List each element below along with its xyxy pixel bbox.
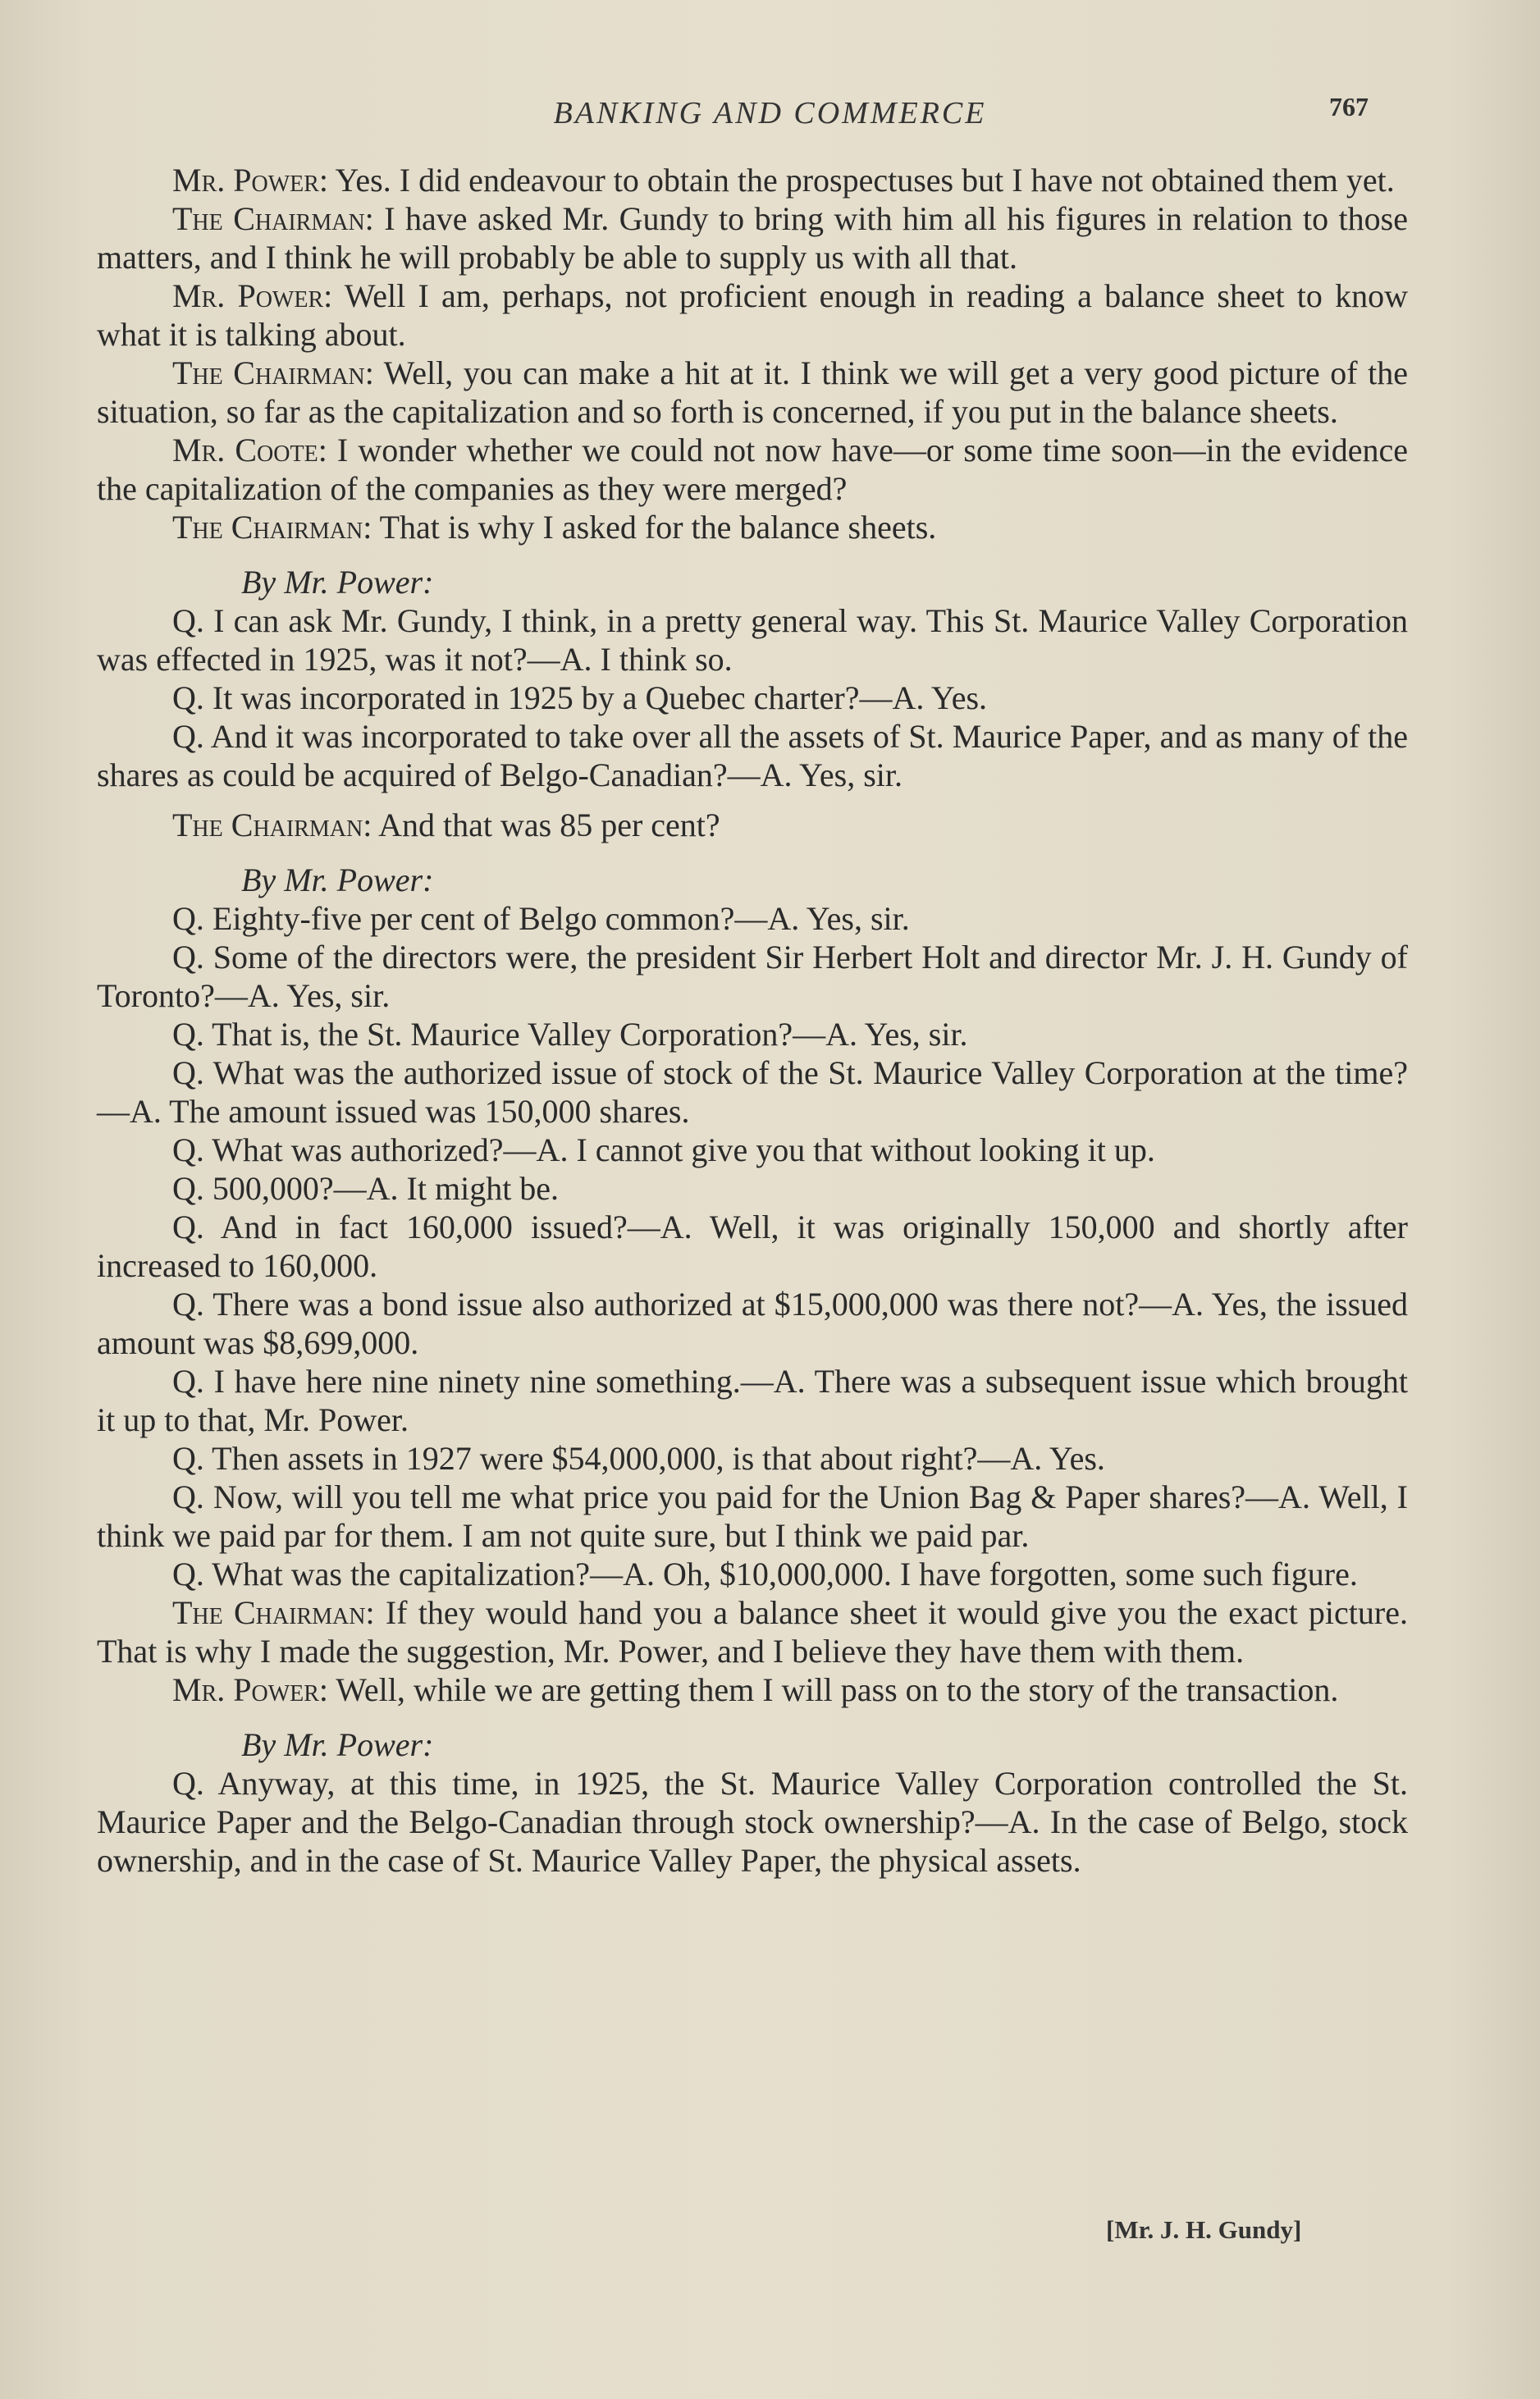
qa-paragraph: Q. Now, will you tell me what price you paid for the Union Bag & Paper shares?—A. Well, I think we paid par for them. I am not quite sure, but I think we paid par. (97, 1478, 1408, 1554)
speech-text: That is why I asked for the balance sheets. (372, 509, 937, 546)
speech-text: If they would hand you a balance sheet it would give you the exact picture. That is why I made the suggestion, Mr. Power, and I believe they have them with them. (97, 1594, 1408, 1670)
examiner-byline: By Mr. Power: (241, 564, 434, 601)
witness-footer: [Mr. J. H. Gundy] (1106, 2215, 1302, 2244)
speaker-name: The Chairman: (172, 354, 374, 391)
speaker-name: Mr. Power: (172, 277, 333, 314)
examiner-byline: By Mr. Power: (241, 1726, 434, 1763)
speech-paragraph (97, 1670, 1408, 1709)
qa-paragraph: Q. Eighty-five per cent of Belgo common?—A. Yes, sir. (172, 900, 910, 937)
page-body (97, 161, 1408, 1880)
speech-text: Well, while we are getting them I will pass on to the story of the transaction. (328, 1671, 1339, 1708)
qa-paragraph: Q. And it was incorporated to take over all the assets of St. Maurice Paper, and as many of the shares as could be acquired of Belgo-Canadian?—A. Yes, sir. (97, 718, 1408, 793)
qa-paragraph: Q. What was the authorized issue of stock of the St. Maurice Valley Corporation at the time?—A. The amount issued was 150,000 shares. (97, 1054, 1408, 1130)
speech-text: I wonder whether we could not now have—or some time soon—in the evidence the capitalization of the companies as they were merged? (97, 432, 1408, 507)
speech-paragraph (97, 161, 1408, 199)
speech-paragraph (97, 806, 1408, 844)
qa-paragraph: Q. 500,000?—A. It might be. (172, 1170, 560, 1207)
speech-text: And that was 85 per cent? (372, 807, 720, 843)
speech-paragraph (97, 1593, 1408, 1670)
speech-text: Yes. I did endeavour to obtain the prospectuses but I have not obtained them yet. (328, 162, 1395, 199)
qa-paragraph: Q. Some of the directors were, the president Sir Herbert Holt and director Mr. J. H. Gundy of Toronto?—A. Yes, sir. (97, 939, 1408, 1014)
qa-paragraph: Q. I can ask Mr. Gundy, I think, in a pretty general way. This St. Maurice Valley Corporation was effected in 1925, was it not?—A. I think so. (97, 602, 1408, 678)
speech-text: Well I am, perhaps, not proficient enough in reading a balance sheet to know what it is talking about. (97, 277, 1409, 353)
speech-paragraph (97, 199, 1408, 276)
speech-paragraph (97, 508, 1408, 546)
qa-paragraph: Q. What was the capitalization?—A. Oh, $10,000,000. I have forgotten, some such figure. (172, 1556, 1358, 1592)
qa-paragraph: Q. That is, the St. Maurice Valley Corporation?—A. Yes, sir. (172, 1016, 968, 1053)
qa-paragraph: Q. Anyway, at this time, in 1925, the St. Maurice Valley Corporation controlled the St. Maurice Paper and the Belgo-Canadian through stock ownership?—A. In the case of Belgo, stock ownership, and in the case of St. Maurice Valley Paper, the physical assets. (97, 1765, 1408, 1879)
qa-paragraph: Q. And in fact 160,000 issued?—A. Well, it was originally 150,000 and shortly after increased to 160,000. (97, 1209, 1408, 1284)
qa-paragraph: Q. It was incorporated in 1925 by a Quebec charter?—A. Yes. (172, 679, 988, 716)
speech-paragraph (97, 276, 1408, 354)
speaker-name: The Chairman: (172, 509, 372, 546)
speaker-name: The Chairman: (172, 807, 372, 843)
speaker-name: Mr. Coote: (172, 432, 327, 468)
speaker-name: Mr. Power: (172, 162, 329, 199)
qa-paragraph: Q. I have here nine ninety nine something.—A. There was a subsequent issue which brought it up to that, Mr. Power. (97, 1363, 1408, 1438)
speech-text: Well, you can make a hit at it. I think we will get a very good picture of the situation, so far as the capitalization and so forth is concerned, if you put in the balance sheets. (97, 354, 1408, 430)
speech-paragraph (97, 354, 1408, 431)
qa-paragraph: Q. What was authorized?—A. I cannot give you that without looking it up. (172, 1131, 1155, 1168)
speaker-name: The Chairman: (172, 200, 374, 237)
qa-paragraph: Q. There was a bond issue also authorized at $15,000,000 was there not?—A. Yes, the issued amount was $8,699,000. (97, 1286, 1408, 1361)
speaker-name: Mr. Power: (172, 1671, 329, 1708)
speech-paragraph (97, 431, 1408, 508)
page-number: 767 (1329, 92, 1369, 121)
running-header: BANKING AND COMMERCE (553, 96, 987, 130)
qa-paragraph: Q. Then assets in 1927 were $54,000,000, is that about right?—A. Yes. (172, 1440, 1105, 1477)
examiner-byline: By Mr. Power: (241, 861, 434, 898)
speech-text: I have asked Mr. Gundy to bring with him all his figures in relation to those matters, and I think he will probably be able to supply us with all that. (97, 200, 1408, 276)
speaker-name: The Chairman: (172, 1594, 375, 1631)
